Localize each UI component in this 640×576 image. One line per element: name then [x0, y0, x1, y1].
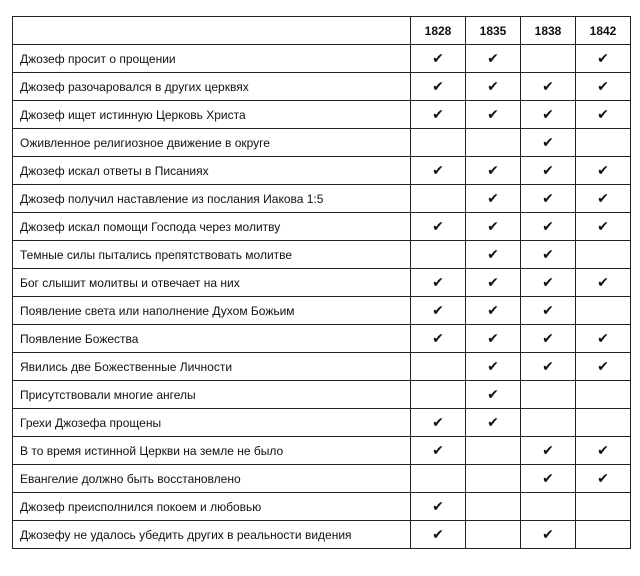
- checkmark-icon: ✔: [576, 465, 631, 493]
- row-label: Бог слышит молитвы и отвечает на них: [13, 269, 411, 297]
- table-body: [13, 45, 631, 549]
- comparison-table-container: [12, 16, 631, 549]
- checkmark-icon: ✔: [466, 157, 521, 185]
- checkmark-icon: ✔: [411, 157, 466, 185]
- empty-cell: [576, 409, 631, 437]
- empty-cell: [521, 493, 576, 521]
- checkmark-icon: ✔: [521, 185, 576, 213]
- checkmark-icon: ✔: [576, 325, 631, 353]
- checkmark-icon: ✔: [466, 101, 521, 129]
- checkmark-icon: ✔: [576, 45, 631, 73]
- corner-cell: [13, 17, 411, 45]
- checkmark-icon: ✔: [521, 325, 576, 353]
- table-row: [13, 185, 631, 213]
- row-label: Джозефу не удалось убедить других в реальности видения: [13, 521, 411, 549]
- checkmark-icon: ✔: [521, 521, 576, 549]
- table-row: [13, 213, 631, 241]
- checkmark-icon: ✔: [521, 437, 576, 465]
- checkmark-icon: ✔: [466, 325, 521, 353]
- empty-cell: [576, 129, 631, 157]
- row-label: Джозеф искал ответы в Писаниях: [13, 157, 411, 185]
- table-row: [13, 381, 631, 409]
- table-row: [13, 241, 631, 269]
- table-row: [13, 101, 631, 129]
- first-vision-comparison-table: [12, 16, 631, 549]
- table-row: [13, 157, 631, 185]
- checkmark-icon: ✔: [521, 101, 576, 129]
- row-label: Джозеф получил наставление из послания Иакова 1:5: [13, 185, 411, 213]
- row-label: Появление Божества: [13, 325, 411, 353]
- checkmark-icon: ✔: [576, 157, 631, 185]
- table-row: [13, 269, 631, 297]
- checkmark-icon: ✔: [411, 409, 466, 437]
- checkmark-icon: ✔: [466, 213, 521, 241]
- checkmark-icon: ✔: [466, 241, 521, 269]
- table-row: [13, 437, 631, 465]
- checkmark-icon: ✔: [576, 269, 631, 297]
- checkmark-icon: ✔: [466, 297, 521, 325]
- row-label: Грехи Джозефа прощены: [13, 409, 411, 437]
- checkmark-icon: ✔: [466, 269, 521, 297]
- row-label: Темные силы пытались препятствовать молитве: [13, 241, 411, 269]
- row-label: Джозеф просит о прощении: [13, 45, 411, 73]
- row-label: Оживленное религиозное движение в округе: [13, 129, 411, 157]
- empty-cell: [411, 241, 466, 269]
- year-header-1835: 1835: [466, 17, 521, 45]
- table-row: [13, 325, 631, 353]
- year-header-1828: 1828: [411, 17, 466, 45]
- checkmark-icon: ✔: [411, 45, 466, 73]
- checkmark-icon: ✔: [411, 213, 466, 241]
- checkmark-icon: ✔: [521, 269, 576, 297]
- checkmark-icon: ✔: [411, 297, 466, 325]
- table-row: [13, 521, 631, 549]
- checkmark-icon: ✔: [411, 101, 466, 129]
- empty-cell: [411, 129, 466, 157]
- year-header-1838: 1838: [521, 17, 576, 45]
- checkmark-icon: ✔: [466, 409, 521, 437]
- checkmark-icon: ✔: [521, 213, 576, 241]
- checkmark-icon: ✔: [521, 241, 576, 269]
- row-label: Джозеф разочаровался в других церквях: [13, 73, 411, 101]
- checkmark-icon: ✔: [466, 45, 521, 73]
- checkmark-icon: ✔: [521, 157, 576, 185]
- checkmark-icon: ✔: [411, 269, 466, 297]
- empty-cell: [411, 185, 466, 213]
- checkmark-icon: ✔: [576, 437, 631, 465]
- empty-cell: [576, 381, 631, 409]
- checkmark-icon: ✔: [576, 101, 631, 129]
- table-row: [13, 493, 631, 521]
- checkmark-icon: ✔: [576, 73, 631, 101]
- row-label: Евангелие должно быть восстановлено: [13, 465, 411, 493]
- row-label: Джозеф преисполнился покоем и любовью: [13, 493, 411, 521]
- checkmark-icon: ✔: [521, 73, 576, 101]
- table-row: [13, 409, 631, 437]
- empty-cell: [411, 353, 466, 381]
- checkmark-icon: ✔: [576, 353, 631, 381]
- checkmark-icon: ✔: [411, 73, 466, 101]
- empty-cell: [576, 241, 631, 269]
- table-row: [13, 353, 631, 381]
- empty-cell: [411, 381, 466, 409]
- empty-cell: [576, 297, 631, 325]
- checkmark-icon: ✔: [411, 521, 466, 549]
- checkmark-icon: ✔: [466, 73, 521, 101]
- empty-cell: [521, 409, 576, 437]
- table-row: [13, 297, 631, 325]
- table-row: [13, 465, 631, 493]
- empty-cell: [466, 521, 521, 549]
- empty-cell: [466, 129, 521, 157]
- checkmark-icon: ✔: [521, 297, 576, 325]
- empty-cell: [521, 381, 576, 409]
- table-row: [13, 45, 631, 73]
- empty-cell: [466, 437, 521, 465]
- checkmark-icon: ✔: [411, 493, 466, 521]
- checkmark-icon: ✔: [411, 325, 466, 353]
- row-label: Явились две Божественные Личности: [13, 353, 411, 381]
- checkmark-icon: ✔: [466, 353, 521, 381]
- row-label: Джозеф искал помощи Господа через молитву: [13, 213, 411, 241]
- checkmark-icon: ✔: [576, 185, 631, 213]
- row-label: В то время истинной Церкви на земле не было: [13, 437, 411, 465]
- table-row: [13, 73, 631, 101]
- empty-cell: [576, 521, 631, 549]
- empty-cell: [521, 45, 576, 73]
- checkmark-icon: ✔: [576, 213, 631, 241]
- checkmark-icon: ✔: [466, 381, 521, 409]
- row-label: Джозеф ищет истинную Церковь Христа: [13, 101, 411, 129]
- table-row: [13, 129, 631, 157]
- empty-cell: [411, 465, 466, 493]
- checkmark-icon: ✔: [521, 353, 576, 381]
- checkmark-icon: ✔: [521, 129, 576, 157]
- row-label: Присутствовали многие ангелы: [13, 381, 411, 409]
- empty-cell: [576, 493, 631, 521]
- year-header-1842: 1842: [576, 17, 631, 45]
- checkmark-icon: ✔: [466, 185, 521, 213]
- checkmark-icon: ✔: [411, 437, 466, 465]
- empty-cell: [466, 493, 521, 521]
- empty-cell: [466, 465, 521, 493]
- row-label: Появление света или наполнение Духом Божьим: [13, 297, 411, 325]
- header-row: [13, 17, 631, 45]
- checkmark-icon: ✔: [521, 465, 576, 493]
